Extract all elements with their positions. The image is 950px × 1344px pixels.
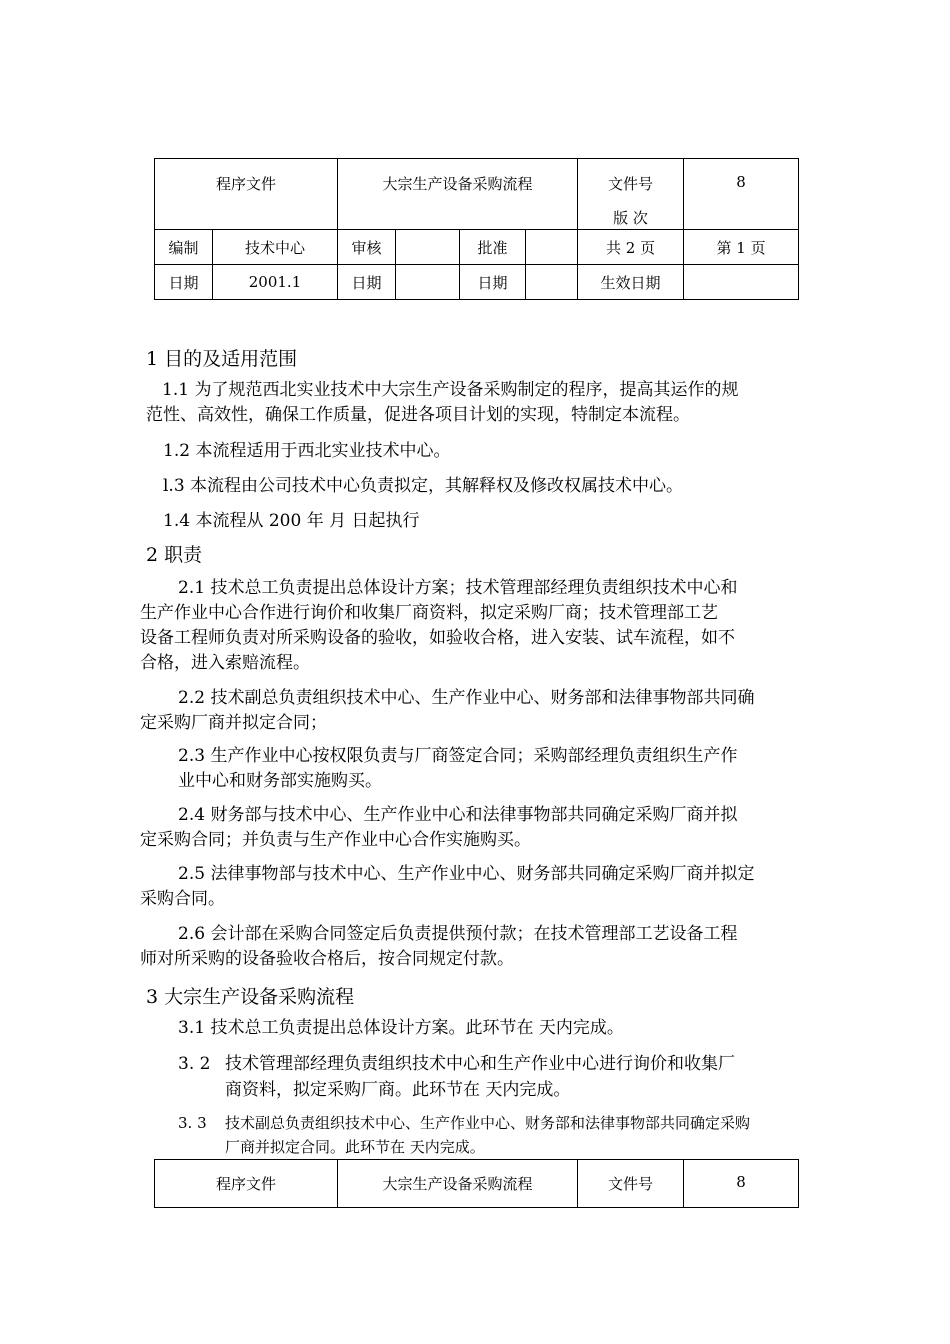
review-date-value-cell: [396, 265, 460, 300]
date-value-cell: 2001.1: [213, 265, 338, 300]
review-label-cell: 审核: [338, 230, 396, 265]
file-no-label: 文件号: [608, 175, 654, 193]
review-date-label-cell: 日期: [338, 265, 396, 300]
paragraph-3-2-number: 3. 2: [178, 1054, 211, 1074]
paragraph-2-3-line-1: 2.3 生产作业中心按权限负责与厂商签定合同；采购部经理负责组织生产作: [178, 746, 738, 766]
file-no-label-cell: [578, 159, 684, 230]
paragraph-3-2: [178, 1051, 808, 1103]
paragraph-2-1: [140, 576, 737, 676]
paragraph-2-6-line-1: 2.6 会计部在采购合同签定后负责提供预付款；在技术管理部工艺设备工程: [178, 924, 738, 944]
approve-date-value-cell: [526, 265, 578, 300]
paragraph-2-6-line-2: 师对所采购的设备验收合格后，按合同规定付款。: [140, 949, 514, 969]
paragraph-2-3-line-2: 业中心和财务部实施购买。: [178, 771, 382, 791]
paragraph-1-1-line-2: 范性、高效性，确保工作质量，促进各项目计划的实现，特制定本流程。: [146, 405, 690, 425]
paragraph-2-1-line-2: 生产作业中心合作进行询价和收集厂商资料，拟定采购厂商；技术管理部工艺: [140, 603, 718, 623]
document-header-table: [154, 158, 799, 300]
next-doc-title-cell: 大宗生产设备采购流程: [338, 1160, 578, 1208]
paragraph-2-5: [140, 862, 754, 912]
paragraph-1-2: 1.2 本流程适用于西北实业技术中心。: [163, 441, 451, 461]
effective-date-label-cell: 生效日期: [578, 265, 684, 300]
paragraph-1-1: [146, 378, 738, 428]
next-page-header-table: [154, 1159, 799, 1208]
paragraph-3-3-number: 3. 3: [178, 1114, 207, 1132]
version-label: 版 次: [613, 209, 648, 227]
paragraph-3-3-line-1: 技术副总负责组织技术中心、生产作业中心、财务部和法律事物部共同确定采购: [225, 1114, 751, 1132]
paragraph-2-6: [140, 922, 737, 972]
doc-type-cell: 程序文件: [155, 159, 338, 230]
next-file-no-label-cell: 文件号: [578, 1160, 684, 1208]
paragraph-2-4-line-1: 2.4 财务部与技术中心、生产作业中心和法律事物部共同确定采购厂商并拟: [178, 805, 738, 825]
review-value-cell: [396, 230, 460, 265]
compiled-by-cell: 技术中心: [213, 230, 338, 265]
paragraph-3-3-line-2: 厂商并拟定合同。此环节在 天内完成。: [225, 1138, 485, 1156]
paragraph-2-2-line-2: 定采购厂商并拟定合同；: [140, 713, 327, 733]
section-2-title: 2 职责: [146, 544, 203, 566]
paragraph-2-2: [140, 686, 754, 736]
paragraph-3-2-line-2: 商资料，拟定采购厂商。此环节在 天内完成。: [225, 1080, 571, 1100]
effective-date-value-cell: [684, 265, 799, 300]
file-no-value-cell: 8: [684, 159, 799, 230]
compiled-label-cell: 编制: [155, 230, 213, 265]
paragraph-2-4-line-2: 定采购合同；并负责与生产作业中心合作实施购买。: [140, 830, 531, 850]
total-pages-cell: 共 2 页: [578, 230, 684, 265]
paragraph-2-2-line-1: 2.2 技术副总负责组织技术中心、生产作业中心、财务部和法律事物部共同确: [178, 688, 755, 708]
paragraph-3-3: [178, 1111, 808, 1159]
date-label-cell: 日期: [155, 265, 213, 300]
section-3-title: 3 大宗生产设备采购流程: [146, 986, 355, 1008]
paragraph-1-4: 1.4 本流程从 200 年 月 日起执行: [163, 511, 420, 531]
section-1-title: 1 目的及适用范围: [146, 348, 298, 370]
paragraph-1-3: l.3 本流程由公司技术中心负责拟定，其解释权及修改权属技术中心。: [163, 476, 684, 496]
paragraph-3-1: 3.1 技术总工负责提出总体设计方案。此环节在 天内完成。: [178, 1018, 624, 1038]
approve-date-label-cell: 日期: [460, 265, 526, 300]
paragraph-2-3: [178, 744, 737, 794]
doc-title-cell: 大宗生产设备采购流程: [338, 159, 578, 230]
page-no-cell: 第 1 页: [684, 230, 799, 265]
paragraph-1-1-line-1: 1.1 为了规范西北实业技术中大宗生产设备采购制定的程序，提高其运作的规: [162, 380, 739, 400]
paragraph-2-5-line-2: 采购合同。: [140, 889, 225, 909]
next-file-no-value-cell: 8: [684, 1160, 799, 1208]
paragraph-2-5-line-1: 2.5 法律事物部与技术中心、生产作业中心、财务部共同确定采购厂商并拟定: [178, 864, 755, 884]
paragraph-3-2-line-1: 技术管理部经理负责组织技术中心和生产作业中心进行询价和收集厂: [225, 1054, 735, 1074]
paragraph-2-1-line-3: 设备工程师负责对所采购设备的验收，如验收合格，进入安装、试车流程，如不: [140, 628, 735, 648]
paragraph-2-1-line-4: 合格，进入索赔流程。: [140, 653, 310, 673]
paragraph-2-4: [140, 803, 737, 853]
approve-value-cell: [526, 230, 578, 265]
paragraph-2-1-line-1: 2.1 技术总工负责提出总体设计方案；技术管理部经理负责组织技术中心和: [178, 578, 738, 598]
approve-label-cell: 批准: [460, 230, 526, 265]
next-doc-type-cell: 程序文件: [155, 1160, 338, 1208]
